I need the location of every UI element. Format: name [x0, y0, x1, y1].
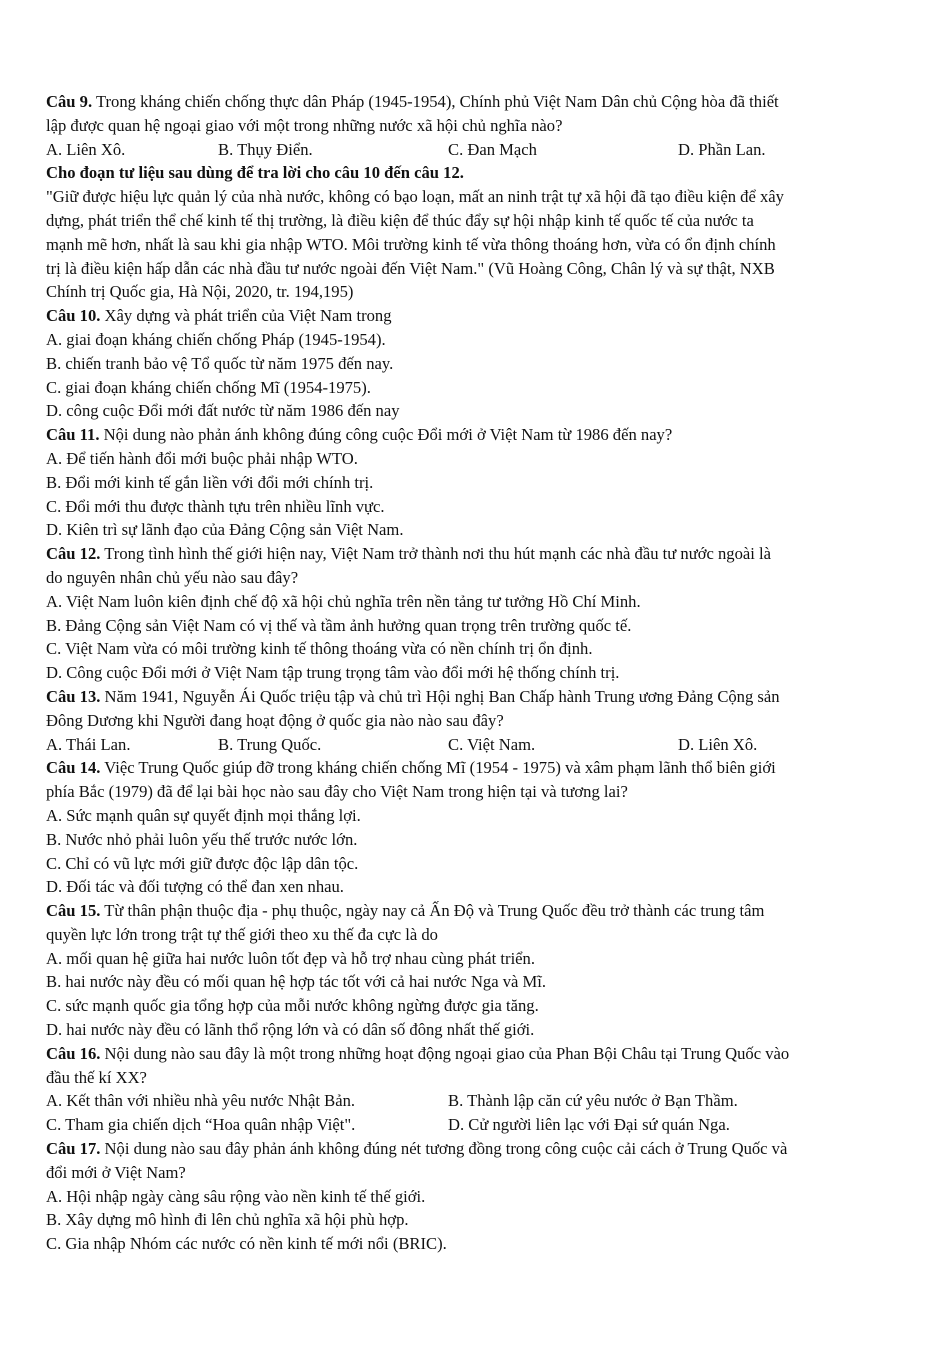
question-16-options-row-2 [46, 1113, 910, 1137]
question-14-option-a: A. Sức mạnh quân sự quyết định mọi thắng lợi. [46, 805, 361, 825]
question-13-text-2: Đông Dương khi Người đang hoạt động ở quốc gia nào nào sau đây? [46, 710, 504, 730]
question-10-text: Xây dựng và phát triển của Việt Nam trong [100, 306, 392, 326]
passage-line-2: dựng, phát triển thể chế kinh tế thị trường, là điều kiện để thúc đẩy sự hội nhập kinh tế quốc tế của nước ta [46, 210, 754, 230]
question-17-text-1: Nội dung nào sau đây phản ánh không đúng nét tương đồng trong công cuộc cải cách ở Trung Quốc và [100, 1139, 788, 1159]
question-17-option-c: C. Gia nhập Nhóm các nước có nền kinh tế mới nổi (BRIC). [46, 1234, 447, 1254]
question-15-text-2: quyền lực lớn trong trật tự thế giới theo xu thế đa cực là do [46, 924, 438, 944]
question-13-label: Câu 13. [46, 686, 101, 706]
question-17-text-2: đổi mới ở Việt Nam? [46, 1162, 186, 1182]
question-16-option-d: D. Cử người liên lạc với Đại sứ quán Nga. [448, 1115, 730, 1135]
question-17-option-b: B. Xây dựng mô hình đi lên chủ nghĩa xã hội phù hợp. [46, 1210, 409, 1230]
question-10-label: Câu 10. [46, 306, 101, 326]
question-14-option-b: B. Nước nhỏ phải luôn yếu thế trước nước lớn. [46, 829, 358, 849]
exam-page [46, 90, 910, 1256]
question-9-option-a: A. Liên Xô. [46, 139, 126, 159]
question-10-option-b: B. chiến tranh bảo vệ Tổ quốc từ năm 1975 đến nay. [46, 353, 394, 373]
question-11-option-b: B. Đổi mới kinh tế gắn liền với đổi mới chính trị. [46, 472, 374, 492]
question-11-label: Câu 11. [46, 425, 100, 445]
question-9-option-c: C. Đan Mạch [448, 139, 537, 159]
question-14-option-c: C. Chỉ có vũ lực mới giữ được độc lập dân tộc. [46, 853, 359, 873]
question-14-text-2: phía Bắc (1979) đã để lại bài học nào sau đây cho Việt Nam trong hiện tại và tương lai? [46, 782, 628, 802]
question-11-stem [46, 423, 910, 447]
passage-heading: Cho đoạn tư liệu sau dùng để tra lời cho câu 10 đến câu 12. [46, 163, 464, 183]
question-16-text-2: đầu thế kí XX? [46, 1067, 147, 1087]
question-13-line-1 [46, 685, 910, 709]
question-12-option-c: C. Việt Nam vừa có môi trường kinh tế thông thoáng vừa có nền chính trị ổn định. [46, 639, 593, 659]
question-15-label: Câu 15. [46, 901, 101, 921]
question-9-line-1 [46, 90, 910, 114]
question-11-text: Nội dung nào phản ánh không đúng công cuộc Đổi mới ở Việt Nam từ 1986 đến nay? [99, 425, 673, 445]
question-14-text-1: Việc Trung Quốc giúp đỡ trong kháng chiến chống Mĩ (1954 - 1975) và xâm phạm lãnh thổ biên giới [100, 758, 776, 778]
passage-line-4: trị là điều kiện hấp dẫn các nhà đầu tư nước ngoài đến Việt Nam." (Vũ Hoàng Công, Chân lý và sự thật, NXB [46, 258, 775, 278]
question-9-text-2: lập được quan hệ ngoại giao với một trong những nước xã hội chủ nghĩa nào? [46, 115, 563, 135]
question-16-options-row-1 [46, 1089, 910, 1113]
question-9-text-1: Trong kháng chiến chống thực dân Pháp (1945-1954), Chính phủ Việt Nam Dân chủ Cộng hòa đã thiết [92, 92, 779, 111]
passage-line-5: Chính trị Quốc gia, Hà Nội, 2020, tr. 194,195) [46, 282, 354, 302]
question-13-text-1: Năm 1941, Nguyễn Ái Quốc triệu tập và chủ trì Hội nghị Ban Chấp hành Trung ương Đảng Cộng sản [100, 686, 780, 706]
question-17-option-a: A. Hội nhập ngày càng sâu rộng vào nền kinh tế thế giới. [46, 1186, 426, 1206]
question-16-text-1: Nội dung nào sau đây là một trong những hoạt động ngoại giao của Phan Bội Châu tại Trung Quốc vào [100, 1043, 790, 1063]
question-11-option-a: A. Để tiến hành đổi mới buộc phải nhập WTO. [46, 448, 358, 468]
question-11-option-c: C. Đổi mới thu được thành tựu trên nhiều lĩnh vực. [46, 496, 385, 516]
question-16-option-b: B. Thành lập căn cứ yêu nước ở Bạn Thầm. [448, 1091, 738, 1111]
question-15-line-1 [46, 899, 910, 923]
question-12-option-b: B. Đảng Cộng sản Việt Nam có vị thế và tầm ảnh hưởng quan trọng trên trường quốc tế. [46, 615, 632, 635]
question-16-label: Câu 16. [46, 1043, 101, 1063]
question-9-options [46, 138, 910, 162]
question-16-line-1 [46, 1042, 910, 1066]
question-13-option-b: B. Trung Quốc. [218, 734, 322, 754]
question-14-line-1 [46, 756, 910, 780]
question-9-option-d: D. Phần Lan. [678, 139, 766, 159]
question-10-option-a: A. giai đoạn kháng chiến chống Pháp (1945-1954). [46, 329, 386, 349]
question-12-text-1: Trong tình hình thế giới hiện nay, Việt Nam trở thành nơi thu hút mạnh các nhà đầu tư nước ngoài là [100, 544, 771, 564]
question-17-line-1 [46, 1137, 910, 1161]
question-10-option-d: D. công cuộc Đổi mới đất nước từ năm 1986 đến nay [46, 401, 400, 421]
question-14-option-d: D. Đối tác và đối tượng có thể đan xen nhau. [46, 877, 344, 897]
question-12-text-2: do nguyên nhân chủ yếu nào sau đây? [46, 567, 299, 587]
question-10-option-c: C. giai đoạn kháng chiến chống Mĩ (1954-1975). [46, 377, 371, 397]
passage-line-1: "Giữ được hiệu lực quản lý của nhà nước, không có bạo loạn, mất an ninh trật tự xã hội đã tạo điều kiện để xây [46, 187, 784, 207]
question-12-label: Câu 12. [46, 544, 101, 564]
question-9-label: Câu 9. [46, 92, 93, 111]
question-13-options [46, 733, 910, 757]
question-14-label: Câu 14. [46, 758, 101, 778]
question-15-option-b: B. hai nước này đều có mối quan hệ hợp tác tốt với cả hai nước Nga và Mĩ. [46, 972, 547, 992]
question-9-option-b: B. Thụy Điển. [218, 139, 313, 159]
question-12-line-1 [46, 542, 910, 566]
passage-line-3: mạnh mẽ hơn, nhất là sau khi gia nhập WTO. Môi trường kinh tế vừa thông thoáng hơn, vừa có ổn định chính [46, 234, 776, 254]
question-17-label: Câu 17. [46, 1139, 101, 1159]
question-12-option-d: D. Công cuộc Đổi mới ở Việt Nam tập trung trọng tâm vào đổi mới hệ thống chính trị. [46, 663, 620, 683]
question-15-text-1: Từ thân phận thuộc địa - phụ thuộc, ngày nay cả Ấn Độ và Trung Quốc đều trở thành các trung tâm [100, 901, 765, 921]
question-13-option-c: C. Việt Nam. [448, 734, 536, 754]
question-13-option-a: A. Thái Lan. [46, 734, 131, 754]
question-15-option-a: A. mối quan hệ giữa hai nước luôn tốt đẹp và hỗ trợ nhau cùng phát triển. [46, 948, 535, 968]
question-15-option-d: D. hai nước này đều có lãnh thổ rộng lớn và có dân số đông nhất thế giới. [46, 1020, 535, 1040]
question-13-option-d: D. Liên Xô. [678, 734, 758, 754]
question-12-option-a: A. Việt Nam luôn kiên định chế độ xã hội chủ nghĩa trên nền tảng tư tưởng Hồ Chí Minh. [46, 591, 641, 611]
question-15-option-c: C. sức mạnh quốc gia tổng hợp của mỗi nước không ngừng được gia tăng. [46, 996, 539, 1016]
question-16-option-a: A. Kết thân với nhiều nhà yêu nước Nhật Bản. [46, 1091, 356, 1111]
question-11-option-d: D. Kiên trì sự lãnh đạo của Đảng Cộng sản Việt Nam. [46, 520, 404, 540]
question-16-option-c: C. Tham gia chiến dịch “Hoa quân nhập Việt". [46, 1115, 356, 1135]
question-10-stem [46, 304, 910, 328]
